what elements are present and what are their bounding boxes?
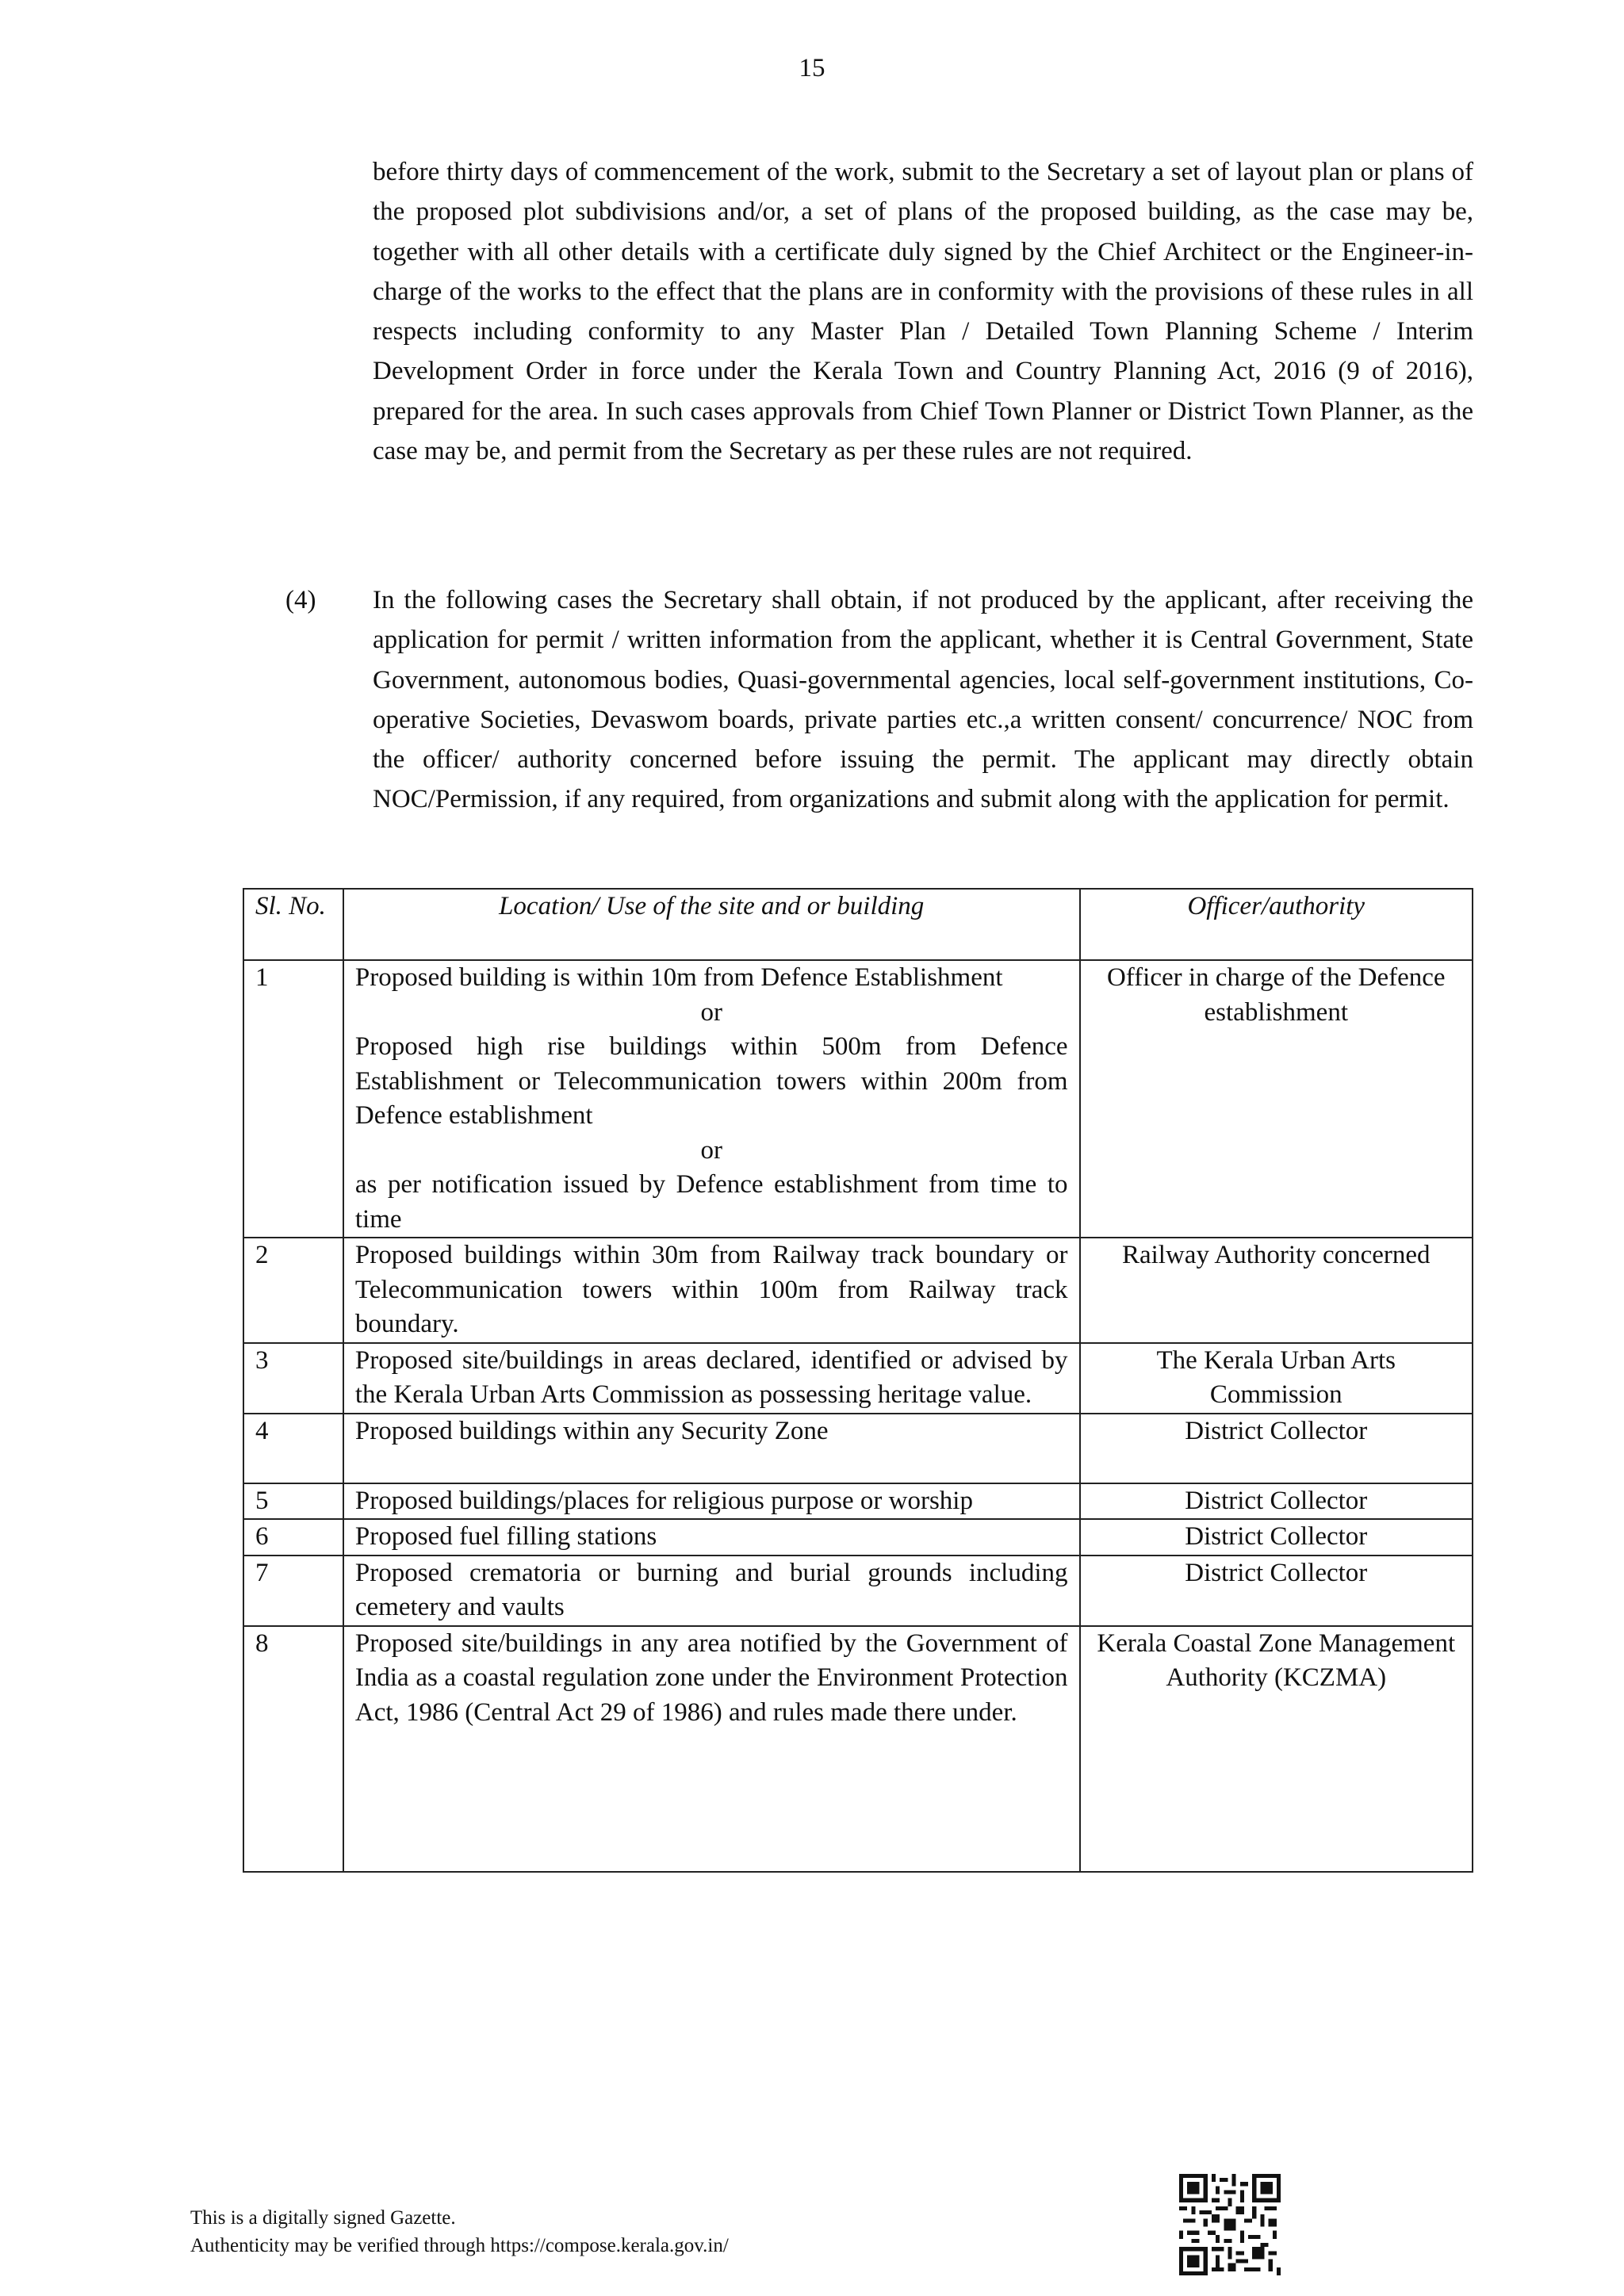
row-sl: 5 [243, 1483, 343, 1520]
row-authority: The Kerala Urban Arts Commission [1080, 1343, 1473, 1414]
row-sl: 7 [243, 1556, 343, 1626]
row-location: Proposed buildings within 30m from Railway track boundary or Telecommunication towers within 100m from Railway track boundary. [343, 1238, 1080, 1343]
row-authority: Railway Authority concerned [1080, 1238, 1473, 1343]
table-row [243, 1343, 1473, 1414]
table-row [243, 1483, 1473, 1520]
row-location: Proposed site/buildings in any area notified by the Government of India as a coastal regulation zone under the Environment Protection Act, 1986 (Central Act 29 of 1986) and rules made there under. [343, 1626, 1080, 1872]
row-sl: 6 [243, 1519, 343, 1556]
table-header-row [243, 889, 1473, 960]
footer-line-verify: Authenticity may be verified through https://compose.kerala.gov.in/ [190, 2235, 729, 2256]
footer-line-signed: This is a digitally signed Gazette. [190, 2207, 456, 2229]
row-authority: District Collector [1080, 1519, 1473, 1556]
row-location: Proposed fuel filling stations [343, 1519, 1080, 1556]
noc-authority-table [243, 888, 1473, 1873]
item-4-text: In the following cases the Secretary shall obtain, if not produced by the applicant, after receiving the application for permit / written information from the applicant, whether it is Central Government, State Government, autonomous bodies, Quasi-governmental agencies, local self-government institutions, Co-operative Societies, Devaswom boards, private parties etc.,a written consent/ concurrence/ NOC from the officer/ authority concerned before issuing the permit. The applicant may directly obtain NOC/Permission, if any required, from organizations and submit along with the application for permit. [373, 586, 1473, 814]
row-location [343, 960, 1080, 1238]
row-location: Proposed buildings within any Security Zone [343, 1414, 1080, 1483]
table-row [243, 1519, 1473, 1556]
table-row [243, 1556, 1473, 1626]
table-row [243, 1414, 1473, 1483]
table-row [243, 1238, 1473, 1343]
row-location: Proposed crematoria or burning and burial grounds including cemetery and vaults [343, 1556, 1080, 1626]
paragraph-continued: before thirty days of commencement of the work, submit to the Secretary a set of layout plan or plans of the proposed plot subdivisions and/or, a set of plans of the proposed building, as the case may be, together with all other details with a certificate duly signed by the Chief Architect or the Engineer-in-charge of the works to the effect that the plans are in conformity with the provisions of these rules in all respects including conformity to any Master Plan / Detailed Town Planning Scheme / Interim Development Order in force under the Kerala Town and Country Planning Act, 2016 (9 of 2016), prepared for the area. In such cases approvals from Chief Town Planner or District Town Planner, as the case may be, and permit from the Secretary as per these rules are not required. [373, 158, 1473, 466]
row-sl: 4 [243, 1414, 343, 1483]
row-sl: 8 [243, 1626, 343, 1872]
row-location: Proposed buildings/places for religious purpose or worship [343, 1483, 1080, 1520]
header-location: Location/ Use of the site and or building [343, 889, 1080, 960]
location-part: Proposed high rise buildings within 500m from Defence Establishment or Telecommunication towers within 200m from Defence establishment [354, 1032, 1068, 1130]
row-location: Proposed site/buildings in areas declared, identified or advised by the Kerala Urban Arts Commission as possessing heritage value. [343, 1343, 1080, 1414]
table-row [243, 1626, 1473, 1872]
location-or: or [700, 997, 722, 1027]
gazette-footer [190, 2204, 729, 2260]
location-or: or [700, 1135, 722, 1165]
row-sl: 2 [243, 1238, 343, 1343]
header-authority: Officer/authority [1080, 889, 1473, 960]
page-number: 15 [799, 54, 825, 82]
row-authority: District Collector [1080, 1556, 1473, 1626]
row-authority: District Collector [1080, 1414, 1473, 1483]
row-authority: Kerala Coastal Zone Management Authority (KCZMA) [1080, 1626, 1473, 1872]
location-part: as per notification issued by Defence establishment from time to time [354, 1170, 1068, 1234]
table-row [243, 960, 1473, 1238]
header-sl-no: Sl. No. [243, 889, 343, 960]
row-authority: District Collector [1080, 1483, 1473, 1520]
item-4-number: (4) [285, 586, 316, 614]
location-part: Proposed building is within 10m from Defence Establishment [354, 963, 1003, 992]
row-authority: Officer in charge of the Defence establishment [1080, 960, 1473, 1238]
row-sl: 3 [243, 1343, 343, 1414]
row-sl: 1 [243, 960, 343, 1238]
qr-code-icon [1179, 2174, 1281, 2275]
